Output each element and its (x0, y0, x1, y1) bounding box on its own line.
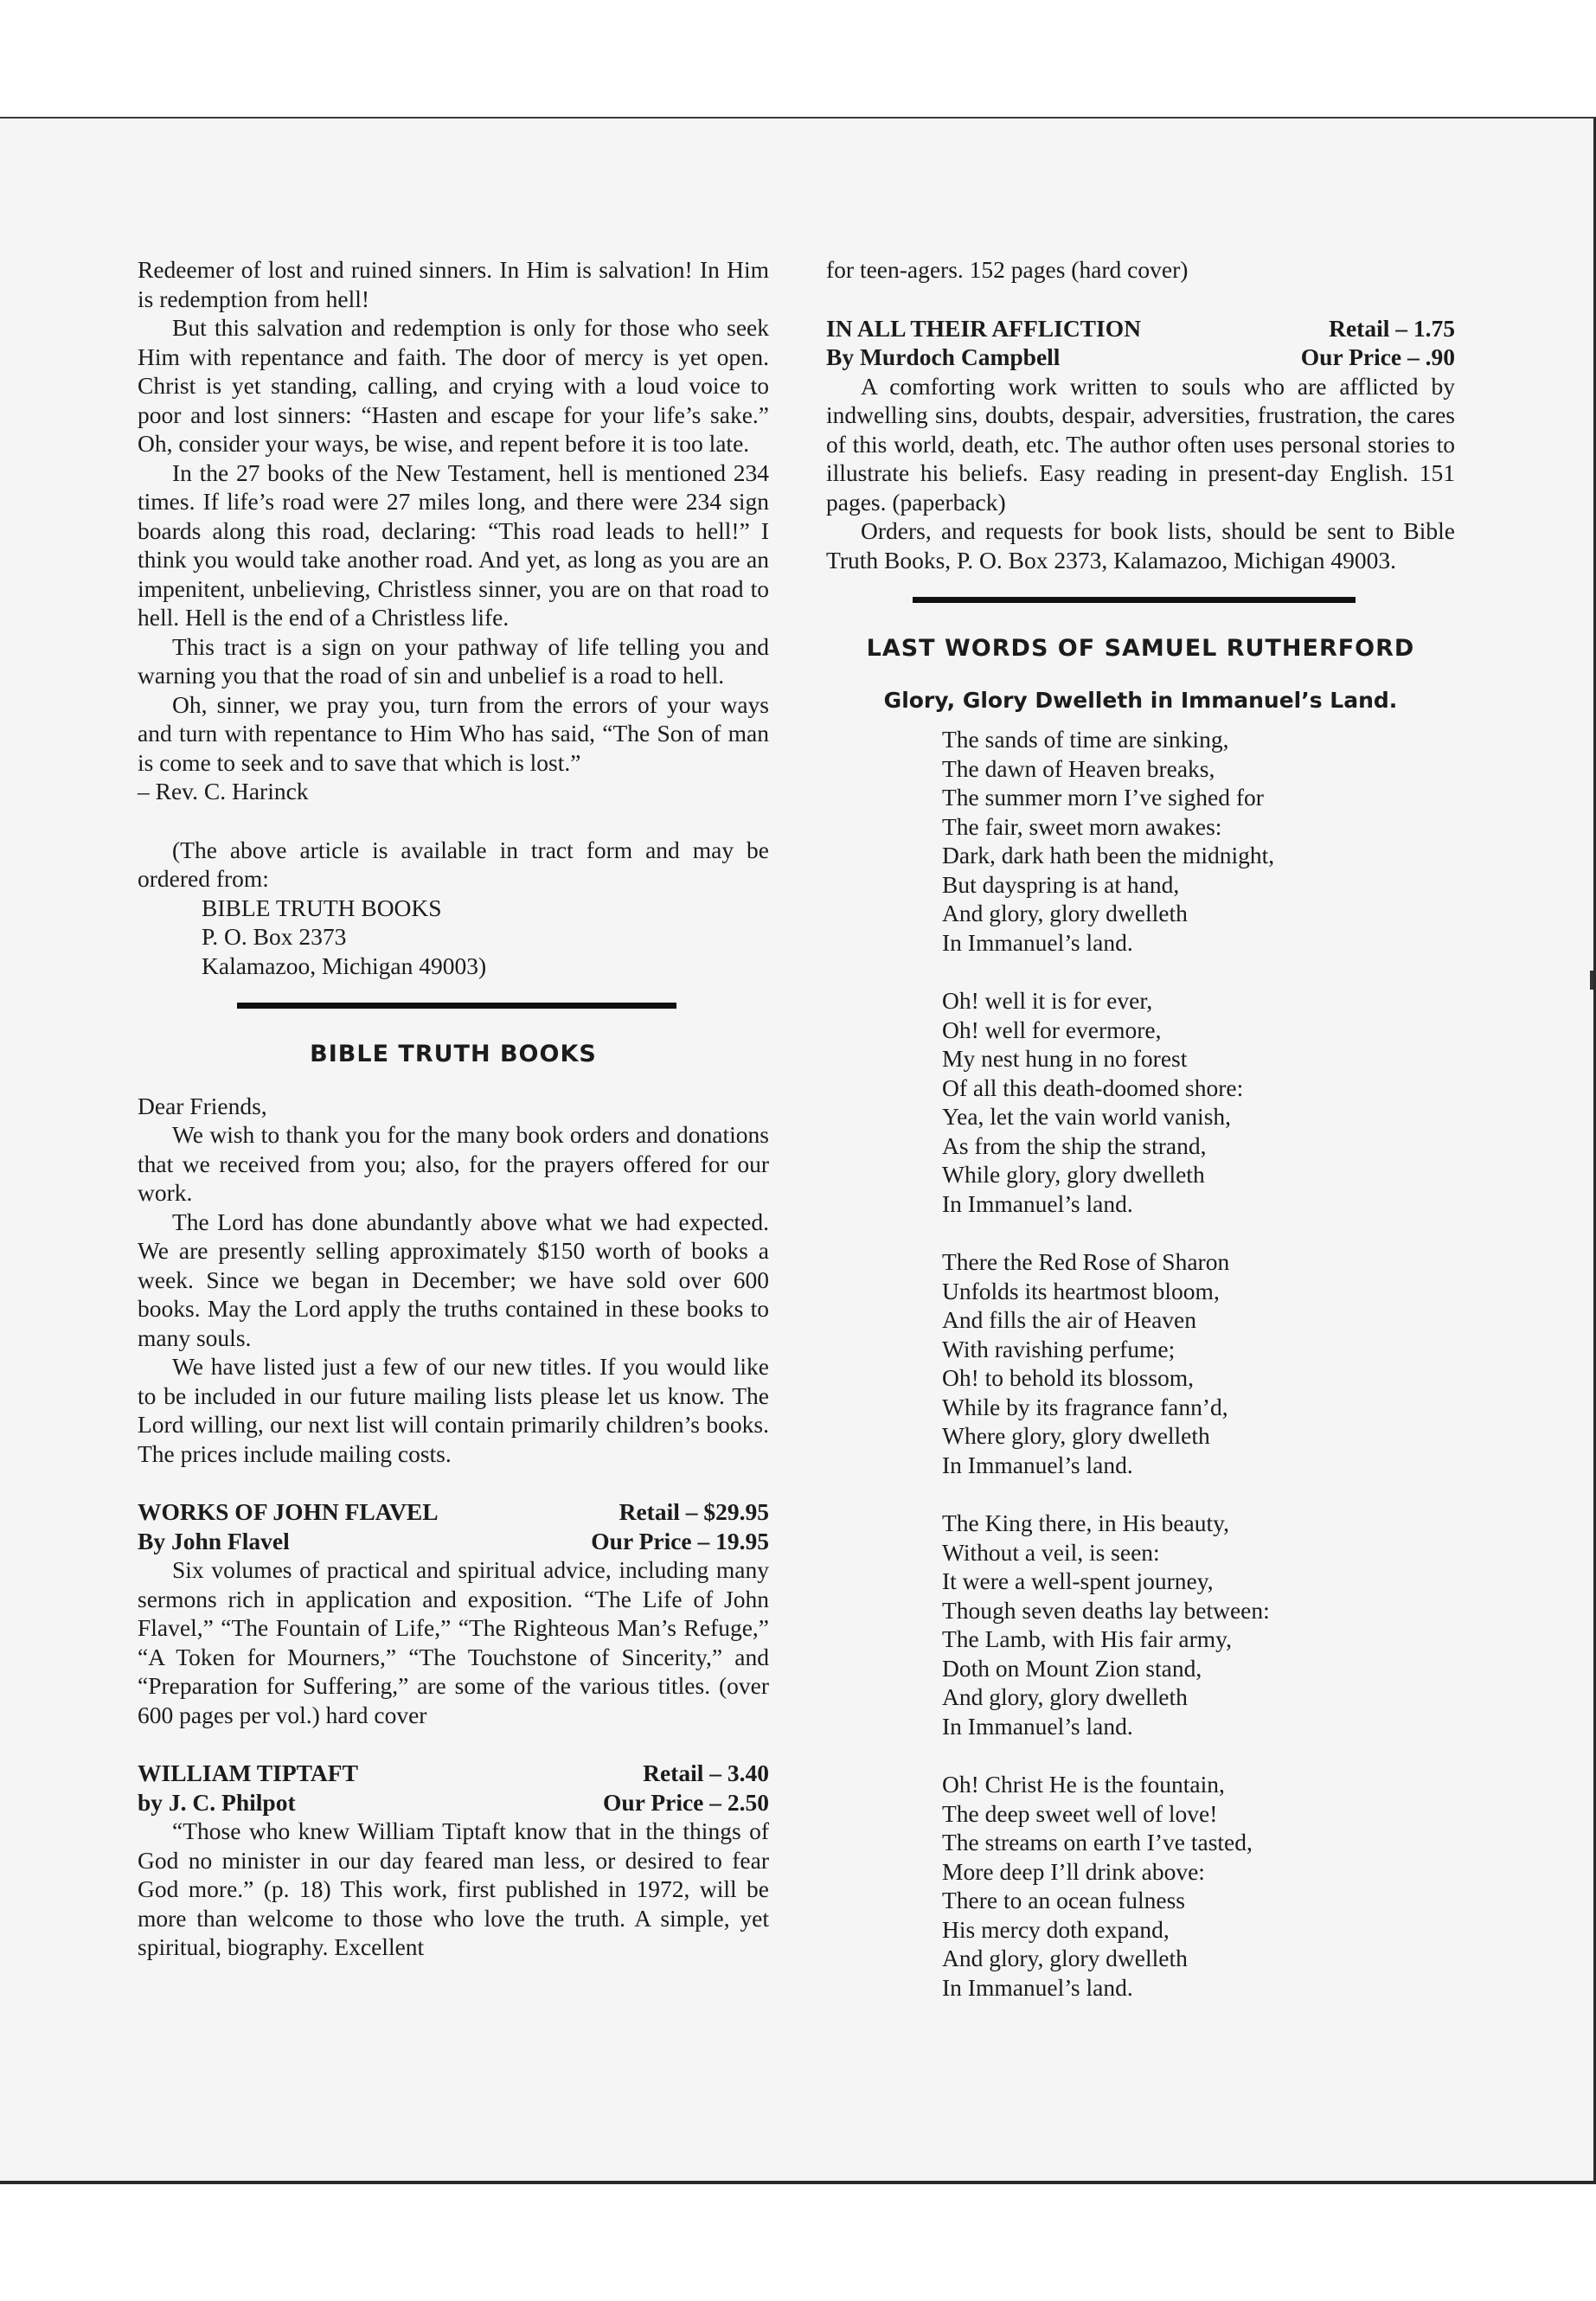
book-our-price: Our Price – .90 (1300, 343, 1455, 370)
poem-line: More deep I’ll drink above: (942, 1857, 1205, 1885)
book-our-price: Our Price – 2.50 (603, 1788, 769, 1816)
poem-line: In Immanuel’s land. (942, 1451, 1133, 1478)
intro-paragraph: But this salvation and redemption is only for those who seek Him with repentance and faith. The door of mercy is yet open. Christ is yet standing, calling, and crying with a loud voice to poor and lost sinners: “Hasten and escape for your life’s sake.” Oh, consider your ways, be wise, and repent before it is too late. (138, 314, 769, 457)
book-author: By Murdoch Campbell (826, 343, 1061, 370)
section-divider (913, 597, 1356, 603)
tract-note: (The above article is available in tract form and may be ordered from: (138, 836, 769, 892)
book-listing (138, 1497, 769, 1729)
poem-line: With ravishing perfume; (942, 1335, 1176, 1362)
letter-paragraph: We wish to thank you for the many book orders and donations that we received from you; also, for the prayers offered for our work. (138, 1121, 769, 1206)
poem-line: And fills the air of Heaven (942, 1306, 1197, 1333)
poem-line: But dayspring is at hand, (942, 870, 1180, 898)
poem-subheading: Glory, Glory Dwelleth in Immanuel’s Land. (883, 687, 1398, 713)
book-retail-price: Retail – 1.75 (1329, 314, 1455, 342)
poem-line: The deep sweet well of love! (942, 1799, 1218, 1827)
edge-mark (1590, 971, 1593, 990)
poem-line: There the Red Rose of Sharon (942, 1248, 1230, 1275)
poem-line: Without a veil, is seen: (942, 1538, 1160, 1566)
intro-paragraph: Oh, sinner, we pray you, turn from the errors of your ways and turn with repentance to Him Who has said, “The Son of man is come to seek and to save that which is lost.” (138, 690, 769, 776)
book-retail-price: Retail – $29.95 (619, 1498, 769, 1525)
poem-line: Oh! Christ He is the fountain, (942, 1771, 1225, 1798)
poem-line: His mercy doth expand, (942, 1915, 1170, 1943)
poem-line: The sands of time are sinking, (942, 726, 1229, 753)
address-line: BIBLE TRUTH BOOKS (202, 894, 442, 921)
section-heading: BIBLE TRUTH BOOKS (310, 1041, 597, 1067)
right-column (826, 255, 1455, 2031)
poem-line: Unfolds its heartmost bloom, (942, 1277, 1220, 1304)
letter-paragraph: The Lord has done abundantly above what we had expected. We are presently selling approximately $150 worth of books a week. Since we began in December; we have sold over 600 books. May the Lord apply the truths contained in these books to many souls. (138, 1208, 769, 1351)
book-listing (826, 314, 1455, 517)
poem-heading: LAST WORDS OF SAMUEL RUTHERFORD (866, 635, 1415, 662)
book-retail-price: Retail – 3.40 (643, 1759, 769, 1786)
poem-line: Where glory, glory dwelleth (942, 1422, 1210, 1449)
book-title: WORKS OF JOHN FLAVEL (138, 1498, 439, 1525)
book-our-price: Our Price – 19.95 (591, 1527, 769, 1554)
poem-line: While by its fragrance fann’d, (942, 1393, 1228, 1420)
orders-note: Orders, and requests for book lists, should be sent to Bible Truth Books, P. O. Box 2373, Kalamazoo, Michigan 49003. (826, 517, 1455, 574)
book-author: By John Flavel (138, 1527, 290, 1554)
book-author: by J. C. Philpot (138, 1788, 296, 1816)
poem-line: The fair, sweet morn awakes: (942, 812, 1222, 840)
book-listing (138, 1759, 769, 1962)
poem-line: Dark, dark hath been the midnight, (942, 842, 1275, 868)
signature: – Rev. C. Harinck (138, 778, 309, 804)
poem-line: Yea, let the vain world vanish, (942, 1103, 1232, 1130)
letter-paragraph: We have listed just a few of our new titles. If you would like to be included in our future mailing lists please let us know. The Lord willing, our next list will contain primarily children’s books. The prices include mailing costs. (138, 1353, 769, 1467)
poem-line: And glory, glory dwelleth (942, 1683, 1188, 1710)
book-title: IN ALL THEIR AFFLICTION (826, 314, 1141, 342)
address-block (138, 894, 769, 981)
intro-paragraph: Redeemer of lost and ruined sinners. In Him is salvation! In Him is redemption from hell! (138, 256, 769, 312)
poem-line: As from the ship the strand, (942, 1131, 1207, 1159)
poem-stanza (942, 986, 1455, 1218)
poem-line: It were a well-spent journey, (942, 1567, 1214, 1594)
poem-line: Though seven deaths lay between: (942, 1596, 1270, 1624)
address-line: Kalamazoo, Michigan 49003) (202, 952, 487, 979)
poem-line: In Immanuel’s land. (942, 1189, 1133, 1217)
poem-line: Oh! to behold its blossom, (942, 1364, 1195, 1391)
poem-line: And glory, glory dwelleth (942, 1945, 1188, 1971)
poem-line: The summer morn I’ve sighed for (942, 784, 1264, 811)
poem-line: Doth on Mount Zion stand, (942, 1654, 1202, 1682)
poem-line: Oh! well for evermore, (942, 1016, 1162, 1043)
poem-stanza (942, 1770, 1455, 2002)
poem-line: In Immanuel’s land. (942, 928, 1133, 956)
poem-line: The King there, in His beauty, (942, 1509, 1229, 1536)
left-column (138, 255, 769, 1962)
salutation: Dear Friends, (138, 1092, 267, 1119)
book-title: WILLIAM TIPTAFT (138, 1759, 358, 1786)
poem-line: And glory, glory dwelleth (942, 900, 1188, 926)
intro-paragraph: In the 27 books of the New Testament, hell is mentioned 234 times. If life’s road were 27 miles long, and there were 234 sign boards along this road, declaring: “This road leads to hell!” I think you would take another road. And yet, as long as you are an impenitent, unbelieving, Christless sinner, you are on that road to hell. Hell is the end of a Christless life. (138, 458, 769, 631)
poem-line: Of all this death-doomed shore: (942, 1074, 1244, 1101)
address-line: P. O. Box 2373 (202, 923, 347, 950)
poem-line: The dawn of Heaven breaks, (942, 754, 1215, 782)
poem-line: The Lamb, with His fair army, (942, 1625, 1232, 1652)
continuation-text: for teen-agers. 152 pages (hard cover) (826, 256, 1189, 283)
poem-line: In Immanuel’s land. (942, 1712, 1133, 1740)
poem-line: There to an ocean fulness (942, 1887, 1185, 1913)
poem-stanza (942, 1247, 1455, 1479)
intro-paragraph: This tract is a sign on your pathway of life telling you and warning you that the road of sin and unbelief is a road to hell. (138, 632, 769, 689)
poem-line: Oh! well it is for ever, (942, 987, 1153, 1014)
section-divider (237, 1003, 676, 1009)
poem-line: In Immanuel’s land. (942, 1973, 1133, 2001)
book-description: Six volumes of practical and spiritual advice, including many sermons rich in application and exposition. “The Life of John Flavel,” “The Fountain of Life,” “The Righteous Man’s Refuge,” “A Token for Mourners,” “The Touchstone of Sincerity,” and “Preparation for Suffering,” are some of the various titles. (over 600 pages per vol.) hard cover (138, 1556, 769, 1728)
poem-stanza (942, 725, 1455, 957)
book-description: “Those who knew William Tiptaft know that in the things of God no minister in our day feared man less, or desired to fear God more.” (p. 18) This work, first published in 1972, will be more than welcome to those who love the truth. A simple, yet spiritual, biography. Excellent (138, 1817, 769, 1960)
poem (826, 725, 1455, 2002)
poem-line: My nest hung in no forest (942, 1045, 1188, 1072)
poem-line: The streams on earth I’ve tasted, (942, 1829, 1253, 1856)
poem-line: While glory, glory dwelleth (942, 1161, 1205, 1188)
poem-stanza (942, 1509, 1455, 1740)
book-description: A comforting work written to souls who are afflicted by indwelling sins, doubts, despair, adversities, frustration, the cares of this world, death, etc. The author often uses personal stories to illustrate his beliefs. Easy reading in present-day English. 151 pages. (paperback) (826, 372, 1455, 516)
